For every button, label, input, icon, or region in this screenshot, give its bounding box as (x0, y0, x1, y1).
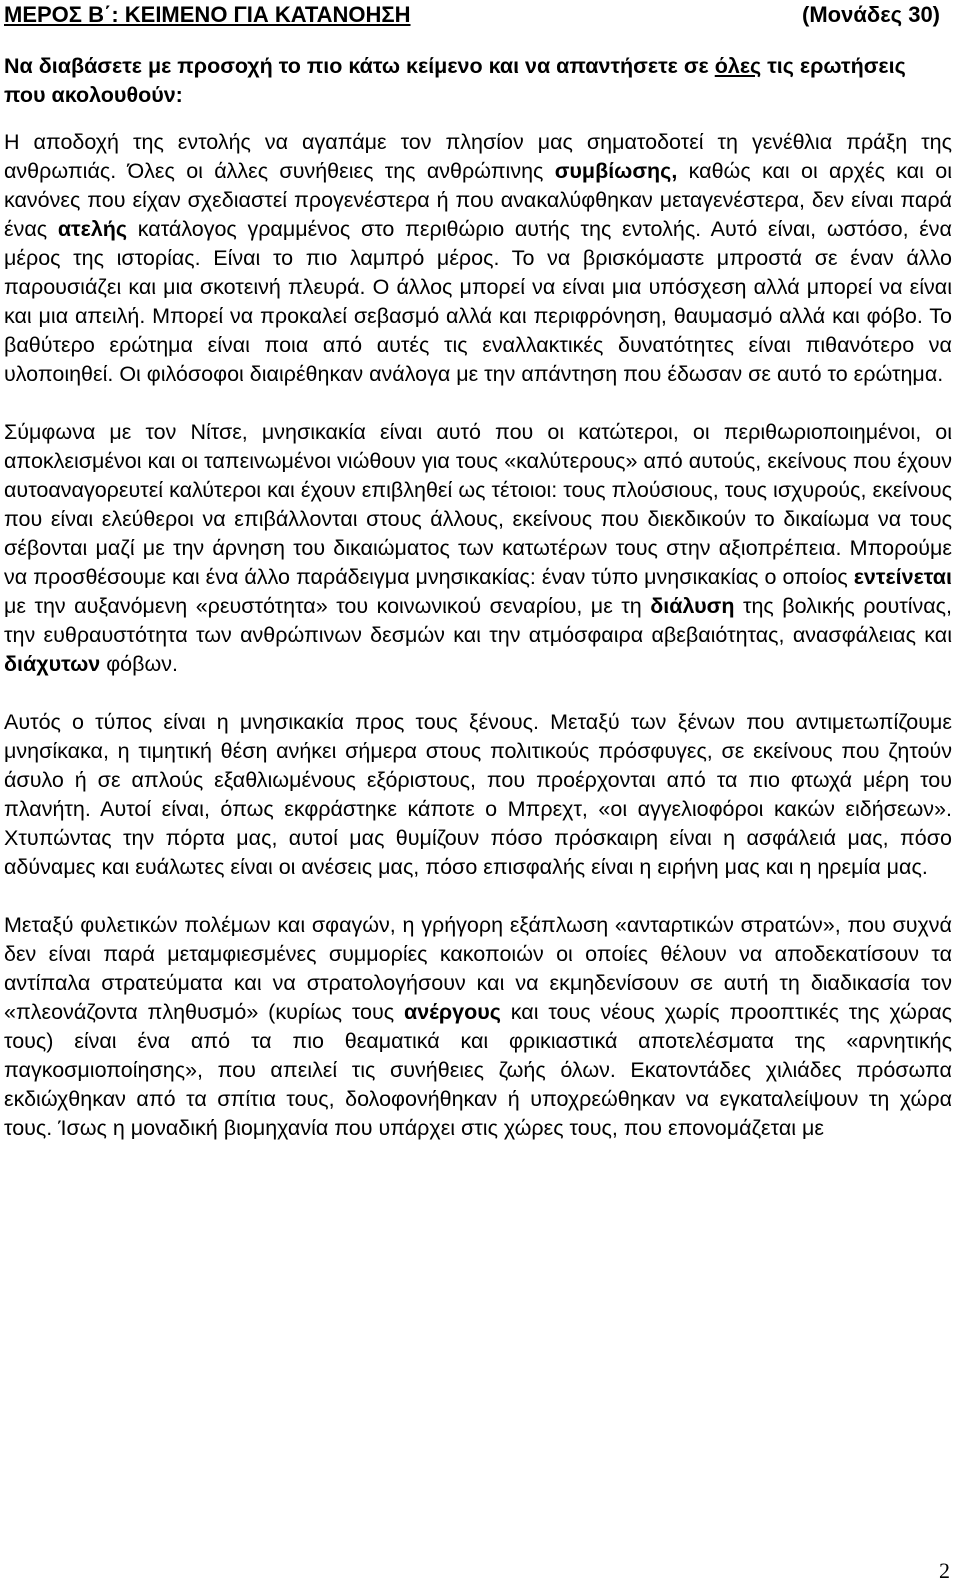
text-run: Αυτός ο τύπος είναι η μνησικακία προς τους ξένους. Μεταξύ των ξένων που αντιμετωπίζουμε μνησίκακα, η τιμητική θέση ανήκει σήμερα στους πολιτικούς πρόσφυγες, σε εκείνους που ζητούν άσυλο ή σε απλούς εξαθλιωμένους εξόριστους, που προέρχονται από τα πιο φτωχά μέρη του πλανήτη. Αυτοί είναι, όπως εκφράστηκε κάποτε ο Μπρεχτ, «οι αγγελιοφόροι κακών ειδήσεων». Χτυπώντας την πόρτα μας, αυτοί μας θυμίζουν πόσο πρόσκαιρη είναι η ασφάλειά μας, πόσο αδύναμες και ευάλωτες είναι οι ανέσεις μας, πόσο επισφαλής είναι η ειρήνη μας και η ηρεμία μας. (4, 710, 952, 879)
text-run: Σύμφωνα με τον Νίτσε, μνησικακία είναι αυτό που οι κατώτεροι, οι περιθωριοποιημένοι, οι αποκλεισμένοι και οι ταπεινωμένοι νιώθουν για τους «καλύτερους» από αυτούς, εκείνους που έχουν αυτοαναγορευτεί καλύτεροι και έχουν επιβληθεί ως τέτοιοι: τους πλούσιους, τους ισχυρούς, εκείνους που είναι ελεύθεροι να επιβάλλονται στους άλλους, εκείνους που διεκδικούν το δικαίωμα να τους σέβονται μαζί με την άρνηση του δικαιώματος των κατωτέρων τους στην αξιοπρέπεια. Μπορούμε να προσθέσουμε και ένα άλλο παράδειγμα μνησικακίας: έναν τύπο μνησικακίας ο οποίος (4, 420, 952, 589)
bold-word: συμβίωσης, (554, 159, 678, 183)
paragraph-4 (4, 911, 952, 1143)
page-number: 2 (939, 1558, 950, 1583)
paragraph-3 (4, 708, 952, 882)
text-run: και τους νέους χωρίς προοπτικές της χώρας τους) είναι ένα από τα πιο θεαματικά και φρικιαστικά αποτελέσματα της «αρνητικής παγκοσμιοποίησης», που απειλεί τις συνήθειες ζωής όλων. Εκατοντάδες χιλιάδες πρόσωπα εκδιώχθηκαν από τα σπίτια τους, δολοφονήθηκαν ή υποχρεώθηκαν να εγκαταλείψουν τη χώρα τους. Ίσως η μοναδική βιομηχανία που υπάρχει στις χώρες τους, που επονομάζεται με (4, 1000, 952, 1140)
paragraph-1 (4, 128, 952, 389)
text-run: κατάλογος γραμμένος στο περιθώριο αυτής της εντολής. Αυτό είναι, ωστόσο, ένα μέρος της ιστορίας. Είναι το πιο λαμπρό μέρος. Το να βρισκόμαστε μπροστά σε έναν άλλο παρουσιάζει και μια σκοτεινή πλευρά. Ο άλλος μπορεί να είναι μια υπόσχεση αλλά μπορεί να είναι και μια απειλή. Μπορεί να προκαλεί σεβασμό αλλά και περιφρόνηση, θαυμασμό αλλά και φόβο. Το βαθύτερο ερώτημα είναι ποια από αυτές τις εναλλακτικές δυνατότητες είναι πιθανότερο να υλοποιηθεί. Οι φιλόσοφοι διαιρέθηκαν ανάλογα με την απάντηση που έδωσαν σε αυτό το ερώτημα. (4, 217, 952, 386)
text-run: με την αυξανόμενη «ρευστότητα» του κοινωνικού σεναρίου, με τη (4, 594, 651, 618)
page-content (4, 2, 952, 1143)
bold-word: ανέργους (403, 1000, 501, 1024)
bold-word: ατελής (57, 217, 128, 241)
bold-word: διάλυση (650, 594, 735, 618)
section-title: ΜΕΡΟΣ Β΄: ΚΕΙΜΕΝΟ ΓΙΑ ΚΑΤΑΝΟΗΣΗ (4, 2, 411, 27)
text-run: Μεταξύ φυλετικών πολέμων και σφαγών, η γρήγορη εξάπλωση «ανταρτικών στρατών», που συχνά δεν είναι παρά μεταμφιεσμένες συμμορίες κακοποιών οι οποίες θέλουν να αποδεκατίσουν τα αντίπαλα στρατεύματα και να στρατολογήσουν και να εκμηδενίσουν σε αυτή τη διαδικασία τον «πλεονάζοντα πληθυσμό» (κυρίως τους (4, 913, 952, 1024)
text-run: καθώς και οι αρχές και οι κανόνες που είχαν σχεδιαστεί προγενέστερα ή που ανακαλύφθηκαν μεταγενέστερα, δεν είναι παρά ένας (4, 159, 952, 241)
text-run: Η αποδοχή της εντολής να αγαπάμε τον πλησίον μας σηματοδοτεί τη γενέθλια πράξη της ανθρωπιάς. Όλες οι άλλες συνήθειες της ανθρώπινης (4, 130, 952, 183)
text-run: της βολικής ρουτίνας, την ευθραυστότητα των ανθρώπινων δεσμών και την ατμόσφαιρα αβεβαιότητας, ανασφάλειας και (4, 594, 952, 647)
bold-word: εντείνεται (853, 565, 952, 589)
paragraph-2 (4, 418, 952, 679)
instruction-emphasis: όλες (714, 54, 762, 78)
points-label: (Μονάδες 30) (802, 2, 940, 27)
text-run: φόβων. (100, 652, 178, 676)
instruction-part: Να διαβάσετε με προσοχή το πιο κάτω κείμενο και να απαντήσετε σε (4, 54, 715, 78)
section-header (4, 2, 952, 28)
instruction-part: τις ερωτήσεις που ακολουθούν: (4, 54, 906, 107)
instruction-text (4, 52, 952, 110)
bold-word: διάχυτων (4, 652, 101, 676)
